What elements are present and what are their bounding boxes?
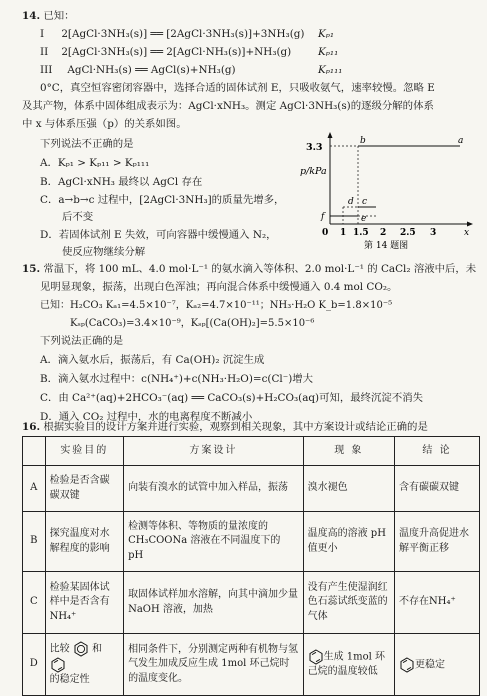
table-row [23,512,480,572]
q14-stem-2: 及其产物，体系中固体组成表示为：AgCl·xNH₃。测定 AgCl·3NH₃(s)的逐级分解的体系 [22,100,434,112]
q14-option-d-cont: 使反应物继续分解 [62,246,146,258]
q15-stem-1: 常温下，将 100 mL、4.0 mol·L⁻¹ 的氨水滴入等体积、2.0 mol·L⁻¹ 的 CaCl₂ 溶液中后，未 [43,263,477,275]
q14-header [22,9,75,25]
y-axis-label: p/kPa [300,166,327,177]
row-d-aim-mid: 和 [91,643,102,655]
cyclohexadiene-icon [50,657,66,673]
point-b: b [360,136,366,146]
q15-option-a: A．滴入氨水后，振荡后，有 Ca(OH)₂ 沉淀生成 [40,354,265,366]
reaction-3-id: III [40,64,53,76]
q14-option-d: D．若固体试剂 E 失效，可向容器中缓慢通入 N₂， [40,229,277,241]
reaction-1-k: Kₚ₁ [318,28,335,40]
point-a: a [458,136,464,146]
cyclohexadiene-icon [308,649,324,665]
row-a-option: A [23,466,46,512]
row-d-aim-pre: 比较 [49,643,70,655]
point-c: c [362,197,368,207]
row-d-design: 相同条件下，分别测定两种有机物与氢气发生加成反应生成 1mol 环己烷时的温度变化。 [124,634,304,696]
point-d: d [348,197,354,207]
table-row [23,466,480,512]
reaction-2-k: Kₚ₁₁ [318,46,339,58]
row-a-conclusion: 含有碳碳双键 [395,466,480,512]
q14-figure [300,132,480,250]
reaction-1 [40,27,304,43]
table-header-row [23,437,480,466]
header-aim: 实验目的 [45,437,123,466]
header-phenomenon: 现 象 [303,437,394,466]
row-c-design: 取固体试样加水溶解，向其中滴加少量 NaOH 溶液，加热 [124,572,304,634]
row-b-design: 检测等体积、等物质的量浓度的 CH₃COONa 溶液在不同温度下的 pH [124,512,304,572]
row-c-aim: 检验某固体试样中是否含有 NH₄⁺ [45,572,123,634]
point-e: e [361,214,367,224]
x-tick-2: 2 [380,228,387,238]
benzene-icon [73,641,89,657]
point-f: f [321,212,325,222]
row-a-aim: 检验是否含碳碳双键 [45,466,123,512]
pressure-x-graph [300,132,480,250]
q15-option-d: D．通入 CO₂ 过程中，水的电离程度不断减小 [40,411,253,423]
row-b-aim: 探究温度对水解程度的影响 [45,512,123,572]
reaction-3-k: Kₚ₁₁₁ [318,64,343,76]
table-row [23,572,480,634]
q15-option-b: B．滴入氨水过程中：c(NH₄⁺)+c(NH₃·H₂O)=c(Cl⁻)增大 [40,373,314,385]
row-a-phenomenon: 溴水褪色 [303,466,394,512]
row-c-option: C [23,572,46,634]
q14-option-c: C．a→b→c 过程中，[2AgCl·3NH₃]的质量先增多， [40,194,285,206]
q15-stem-2: 见明显现象，振荡，出现白色浑浊；再向混合体系中缓慢通入 0.4 mol CO₂。 [40,281,398,293]
reaction-1-eq: 2[AgCl·3NH₃(s)] ══ [2AgCl·3NH₃(s)]+3NH₃(g) [61,28,305,40]
row-d-conclusion [395,634,480,696]
row-c-phenomenon: 没有产生使湿润红色石蕊试纸变蓝的气体 [303,572,394,634]
row-d-option: D [23,634,46,696]
row-d-phenomenon-text: 生成 1mol 环己烷的温度较低 [307,651,386,678]
x-tick-1: 1 [340,228,347,238]
q16-stem: 根据实验目的设计方案并进行实验，观察到相关现象，其中方案设计或结论正确的是 [43,421,428,433]
q15-number: 15. [22,263,41,275]
q14-number: 14. [22,10,41,22]
q14-intro: 已知： [43,10,75,22]
row-a-design: 向装有溴水的试管中加入样品，振荡 [124,466,304,512]
q15-option-c: C．由 Ca²⁺(aq)+2HCO₃⁻(aq) ══ CaCO₃(s)+H₂CO₃(aq)可知，最终沉淀不消失 [40,392,423,404]
y-axis-arrow [328,132,333,138]
reaction-3 [40,63,236,79]
x-tick-0: 0 [322,228,329,238]
reaction-2-id: II [40,46,49,58]
row-b-option: B [23,512,46,572]
q15-line-1 [22,262,476,278]
row-b-phenomenon: 温度高的溶液 pH 值更小 [303,512,394,572]
header-option [23,437,46,466]
q15-known-1: 已知：H₂CO₃ Kₐ₁=4.5×10⁻⁷，Kₐ₂=4.7×10⁻¹¹；NH₃·H₂O K_b=1.8×10⁻⁵ [40,300,393,311]
q15-prompt: 下列说法正确的是 [40,335,124,347]
figure-caption: 第 14 题图 [364,241,409,250]
q14-stem-1: 0°C，真空恒容密闭容器中，选择合适的固体试剂 E，只吸收氨气，速率较慢。忽略 E [40,82,435,94]
q16-line [22,420,428,436]
row-d-aim-post: 的稳定性 [49,674,90,686]
x-tick-2-5: 2.5 [400,228,416,238]
row-d-conclusion-text: 更稳定 [415,659,446,670]
experiment-table [22,436,480,696]
table-row [23,634,480,696]
q15-known-2: Kₛₚ(CaCO₃)=3.4×10⁻⁹，Kₛₚ[(Ca(OH)₂]=5.5×10⁻⁶ [70,318,315,329]
reaction-2 [40,45,291,61]
reaction-2-eq: 2[AgCl·3NH₃(s)] ══ 2[AgCl·NH₃(s)]+NH₃(g) [61,46,292,58]
row-b-conclusion: 温度升高促进水解平衡正移 [395,512,480,572]
reaction-1-id: I [40,28,45,40]
row-c-conclusion: 不存在NH₄⁺ [395,572,480,634]
q14-option-b: B．AgCl·xNH₃ 最终以 AgCl 存在 [40,176,203,188]
header-conclusion: 结 论 [395,437,480,466]
q14-option-a: A．Kₚ₁ > Kₚ₁₁ > Kₚ₁₁₁ [40,157,150,169]
q16-number: 16. [22,421,41,433]
header-design: 方案设计 [124,437,304,466]
y-tick-3-3: 3.3 [306,142,323,153]
q14-stem-3: 中 x 与体系压强（p）的关系如图。 [22,118,187,130]
cyclohexadiene-icon [399,657,415,673]
row-d-phenomenon [303,634,394,696]
row-d-aim [45,634,123,696]
x-tick-1-5: 1.5 [353,228,369,238]
reaction-3-eq: AgCl·NH₃(s) ══ AgCl(s)+NH₃(g) [67,64,236,76]
x-tick-3: 3 [430,228,437,238]
q14-option-c-cont: 后不变 [62,211,94,223]
q14-prompt: 下列说法不正确的是 [40,138,134,150]
x-axis-label: x [464,228,470,238]
x-axis-arrow [467,222,473,227]
